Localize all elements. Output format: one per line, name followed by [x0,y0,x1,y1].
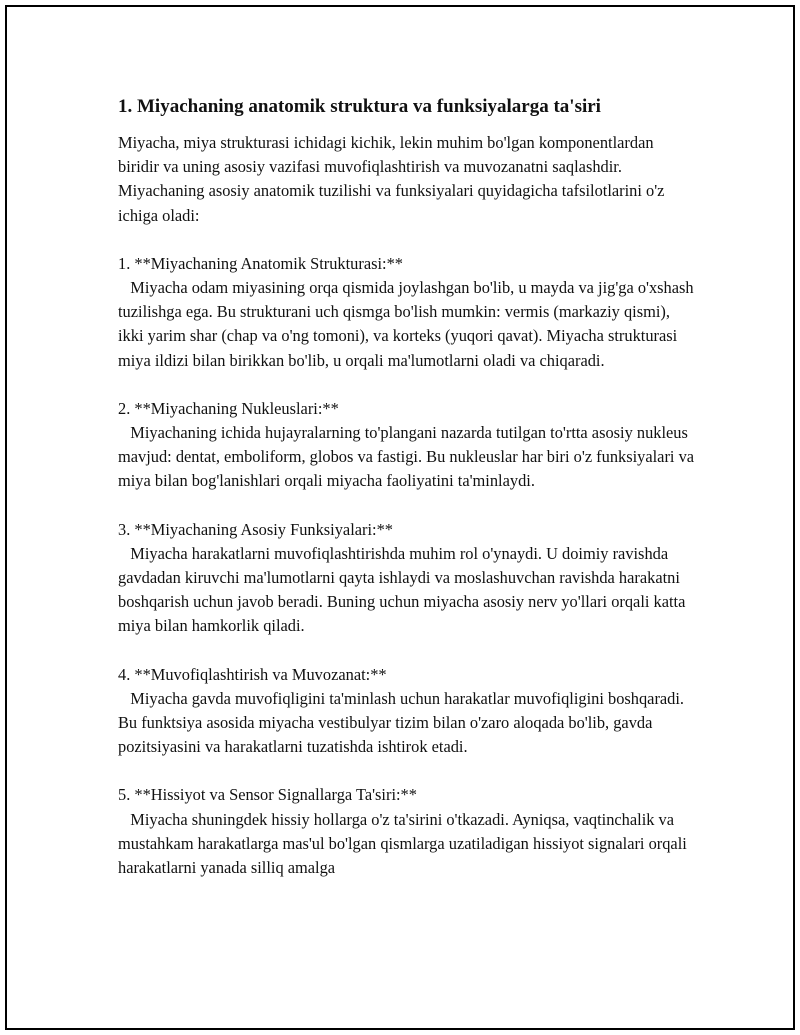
section-main-functions [118,518,698,639]
section-coordination-balance [118,663,698,760]
section-heading: 1. **Miyachaning Anatomik Strukturasi:** [118,253,403,273]
section-body: Miyacha odam miyasining orqa qismida joylashgan bo'lib, u mayda va jig'ga o'xshash tuzilishga ega. Bu strukturani uch qismga bo'lish mumkin: vermis (markaziy qismi), ikki yarim shar (chap va o'ng tomoni), va korteks (yuqori qavat). Miyacha strukturasi miya ildizi bilan birikkan bo'lib, u orqali ma'lumotlarni oladi va chiqaradi. [118,278,694,370]
section-body: Miyacha harakatlarni muvofiqlashtirishda muhim rol o'ynaydi. U doimiy ravishda gavdadan kiruvchi ma'lumotlarni qayta ishlaydi va moslashuvchan ravishda harakatni boshqarish uchun javob beradi. Buning uchun miyacha asosiy nerv yo'llari orqali katta miya bilan hamkorlik qiladi. [118,543,686,636]
section-body: Miyachaning ichida hujayralarning to'plangani nazarda tutilgan to'rtta asosiy nukleus mavjud: dentat, emboliform, globos va fastigi. Bu nukleuslar har biri o'z funksiyalari va miya bilan bog'lanishlari orqali miyacha faoliyatini ta'minlaydi. [118,423,695,491]
section-heading: 2. **Miyachaning Nukleuslari:** [118,398,339,418]
section-anatomic-structure [118,252,698,373]
section-sensory-signals [118,783,698,880]
section-heading: 3. **Miyachaning Asosiy Funksiyalari:** [118,519,393,539]
document-title: 1. Miyachaning anatomik struktura va funksiyalarga ta'siri [118,96,601,117]
section-nuclei [118,397,698,494]
document-content [118,94,698,904]
section-heading: 4. **Muvofiqlashtirish va Muvozanat:** [118,664,387,684]
section-body: Miyacha gavda muvofiqligini ta'minlash uchun harakatlar muvofiqligini boshqaradi. Bu funktsiya asosida miyacha vestibulyar tizim bilan o'zaro aloqada bo'lib, gavda pozitsiyasini va harakatlarni tuzatishda ishtirok etadi. [118,688,685,757]
section-body: Miyacha shuningdek hissiy hollarga o'z ta'sirini o'tkazadi. Ayniqsa, vaqtinchalik va mustahkam harakatlarga mas'ul bo'lgan qismlarga uzatiladigan hissiyot signalari orqali harakatlarni yanada silliq amalga [118,809,687,878]
section-heading: 5. **Hissiyot va Sensor Signallarga Ta'siri:** [118,785,417,805]
intro-paragraph: Miyacha, miya strukturasi ichidagi kichik, lekin muhim bo'lgan komponentlardan biridir va uning asosiy vazifasi muvofiqlashtirish va muvozanatni saqlashdir. Miyachaning asosiy anatomik tuzilishi va funksiyalari quyidagicha tafsilotlarini o'z ichiga oladi: [118,133,665,225]
